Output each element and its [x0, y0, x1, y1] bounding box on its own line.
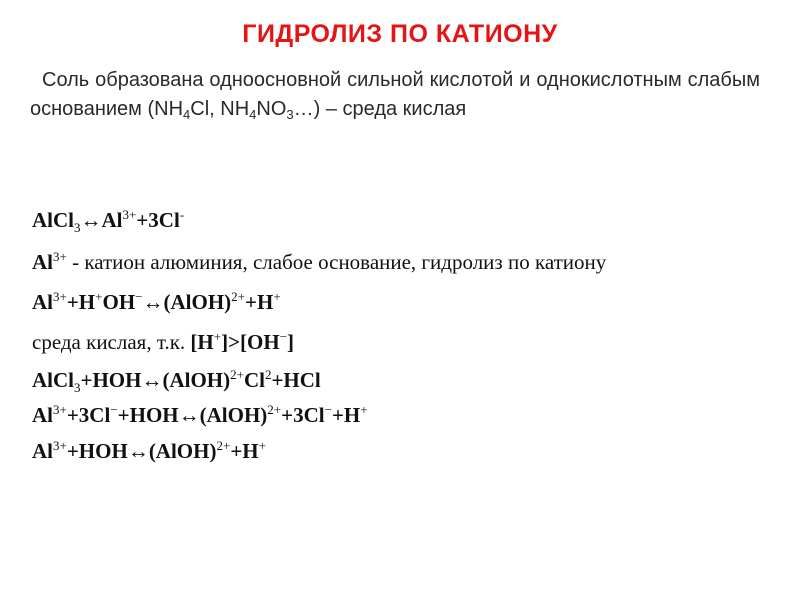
eq6-sup-b: −: [110, 402, 118, 417]
eq7-part-a: Al: [32, 439, 53, 463]
eq7-part-b: +HOH↔(AlOH): [66, 439, 217, 463]
eq6-sup-c: 2+: [267, 402, 282, 417]
eq3-sup-e: +: [273, 289, 281, 304]
eq6-part-d: +3Cl: [281, 403, 325, 427]
equation-dissociation: [32, 208, 184, 233]
equation-short-ionic: [32, 439, 266, 464]
intro-sub-1: 4: [183, 107, 191, 122]
intro-text-2: Cl, NH: [190, 98, 250, 120]
eq3-sup-c: −: [135, 289, 143, 304]
eq6-part-b: +3Cl: [66, 403, 111, 427]
eq1-sup-c: -: [179, 207, 185, 222]
eq6-part-e: +H: [331, 403, 361, 427]
eq3-part-b: +H: [66, 290, 96, 314]
intro-text-1: Соль образована одноосновной сильной кислотой и однокислотным слабым основанием (NH: [30, 69, 760, 120]
eq3-sup-a: 3+: [53, 289, 67, 304]
eq7-sup-b: 2+: [216, 438, 231, 453]
eq1-part-a: AlCl: [32, 208, 74, 232]
eq5-sup-b: 2+: [230, 367, 244, 382]
intro-sub-3: 3: [286, 107, 294, 122]
eq5-sub-a: 3: [74, 380, 81, 395]
eq2-part-a: Al: [32, 250, 53, 274]
slide-title: ГИДРОЛИЗ ПО КАТИОНУ: [242, 20, 558, 48]
eq4-part-b: [H: [190, 330, 214, 354]
eq5-sup-c: 2: [264, 367, 272, 382]
eq4-part-c: ]>[OH: [221, 330, 280, 354]
intro-paragraph: [30, 66, 760, 124]
eq6-sup-a: 3+: [53, 402, 67, 417]
eq6-part-c: +HOH↔(AlOH): [117, 403, 268, 427]
eq4-sup-b: +: [213, 329, 222, 344]
text-cation-description: [32, 250, 606, 275]
eq6-sup-d: −: [324, 402, 332, 417]
eq5-part-b: +HOH↔(AlOH): [80, 368, 231, 392]
eq2-sup-a: 3+: [53, 249, 67, 264]
intro-sub-2: 4: [249, 107, 257, 122]
eq3-part-e: +H: [245, 290, 274, 314]
eq1-part-c: +3Cl: [136, 208, 180, 232]
eq7-sup-a: 3+: [53, 438, 67, 453]
eq1-part-b: ↔Al: [80, 208, 123, 232]
eq4-sup-c: −: [279, 329, 288, 344]
intro-text-4: …) – среда кислая: [293, 98, 467, 120]
eq7-part-c: +H: [230, 439, 259, 463]
eq3-part-d: ↔(AlOH): [142, 290, 232, 314]
eq6-part-a: Al: [32, 403, 53, 427]
equation-molecular-hydrolysis: [32, 368, 321, 393]
eq1-sub-a: 3: [74, 220, 81, 235]
eq7-sup-c: +: [258, 438, 266, 453]
intro-text-3: NO: [256, 98, 287, 120]
eq4-part-d: ]: [287, 330, 295, 354]
eq4-part-a: среда кислая, т.к.: [32, 330, 191, 354]
equation-full-ionic: [32, 403, 368, 428]
eq3-sup-d: 2+: [231, 289, 246, 304]
eq5-part-c: Cl: [243, 368, 265, 392]
eq5-part-a: AlCl: [32, 368, 74, 392]
eq3-part-a: Al: [32, 290, 53, 314]
eq1-sup-b: 3+: [122, 207, 137, 222]
eq2-part-b: - катион алюминия, слабое основание, гидролиз по катиону: [66, 250, 607, 274]
eq6-sup-e: +: [360, 402, 368, 417]
eq3-part-c: OH: [102, 290, 136, 314]
text-acidic-medium: [32, 330, 294, 355]
equation-ionic-hydrolysis: [32, 290, 281, 315]
eq3-sup-b: +: [95, 289, 103, 304]
eq5-part-d: +HCl: [271, 368, 321, 392]
